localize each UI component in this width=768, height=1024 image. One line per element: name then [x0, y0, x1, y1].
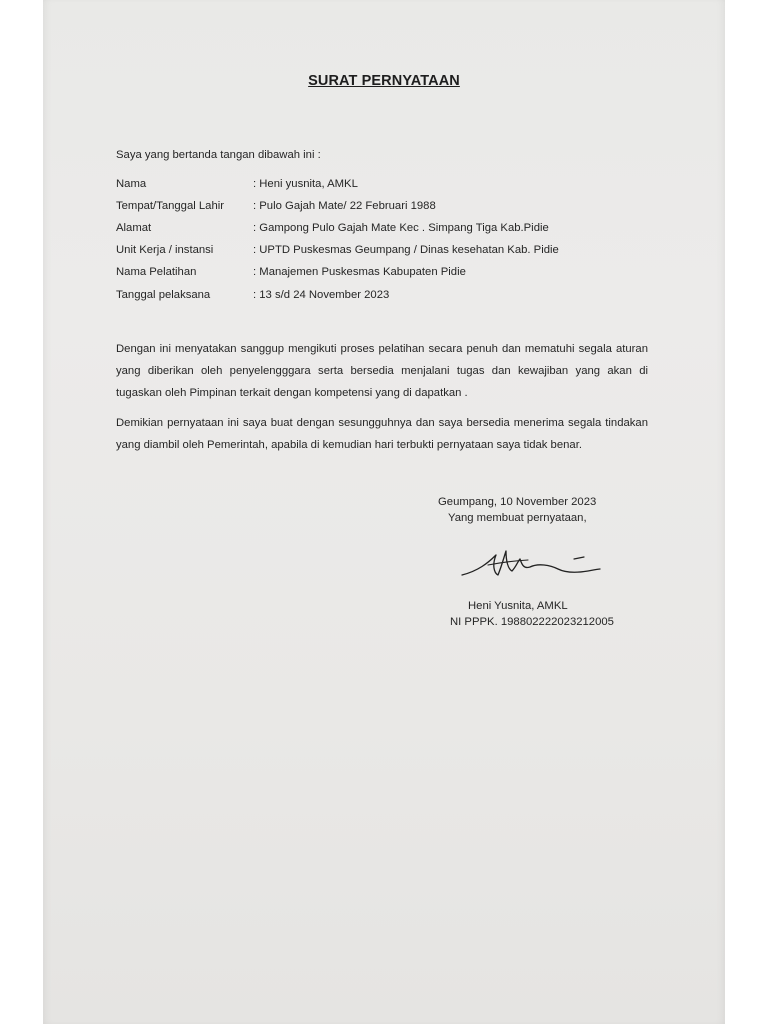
paragraph-line: tugaskan oleh Pimpinan terkait dengan kompetensi yang di dapatkan . [116, 387, 468, 399]
paragraph-line: yang diberikan oleh penyelengggara serta bersedia menjalani tugas dan kewajiban yang akan di [116, 365, 648, 377]
maker-caption: Yang membuat pernyataan, [448, 512, 587, 524]
field-label: Nama [116, 178, 147, 190]
field-value: : Heni yusnita, AMKL [253, 178, 358, 190]
field-label: Alamat [116, 222, 152, 234]
paragraph-line: yang diambil oleh Pemerintah, apabila di kemudian hari terbukti pernyataan saya tidak benar. [116, 439, 582, 451]
statement-paragraph [116, 338, 648, 404]
field-value: : Pulo Gajah Mate/ 22 Februari 1988 [253, 200, 436, 212]
field-value: : 13 s/d 24 November 2023 [253, 289, 390, 301]
document-title: SURAT PERNYATAAN [308, 73, 460, 89]
signer-id: NI PPPK. 198802222023212005 [450, 616, 614, 628]
signer-name: Heni Yusnita, AMKL [468, 600, 568, 612]
intro-text: Saya yang bertanda tangan dibawah ini : [116, 149, 321, 161]
closing-paragraph [116, 412, 648, 456]
paragraph-line: Dengan ini menyatakan sanggup mengikuti proses pelatihan secara penuh dan mematuhi segala aturan [116, 343, 648, 355]
field-label: Tanggal pelaksana [116, 289, 211, 301]
field-value: : Manajemen Puskesmas Kabupaten Pidie [253, 266, 466, 278]
field-label: Unit Kerja / instansi [116, 244, 214, 256]
place-date: Geumpang, 10 November 2023 [438, 496, 597, 508]
field-label: Nama Pelatihan [116, 266, 197, 278]
handwritten-signature [458, 545, 603, 587]
field-value: : Gampong Pulo Gajah Mate Kec . Simpang Tiga Kab.Pidie [253, 222, 549, 234]
paragraph-line: Demikian pernyataan ini saya buat dengan sesungguhnya dan saya bersedia menerima segala tindakan [116, 417, 648, 429]
field-value: : UPTD Puskesmas Geumpang / Dinas kesehatan Kab. Pidie [253, 244, 559, 256]
field-label: Tempat/Tanggal Lahir [116, 200, 225, 212]
